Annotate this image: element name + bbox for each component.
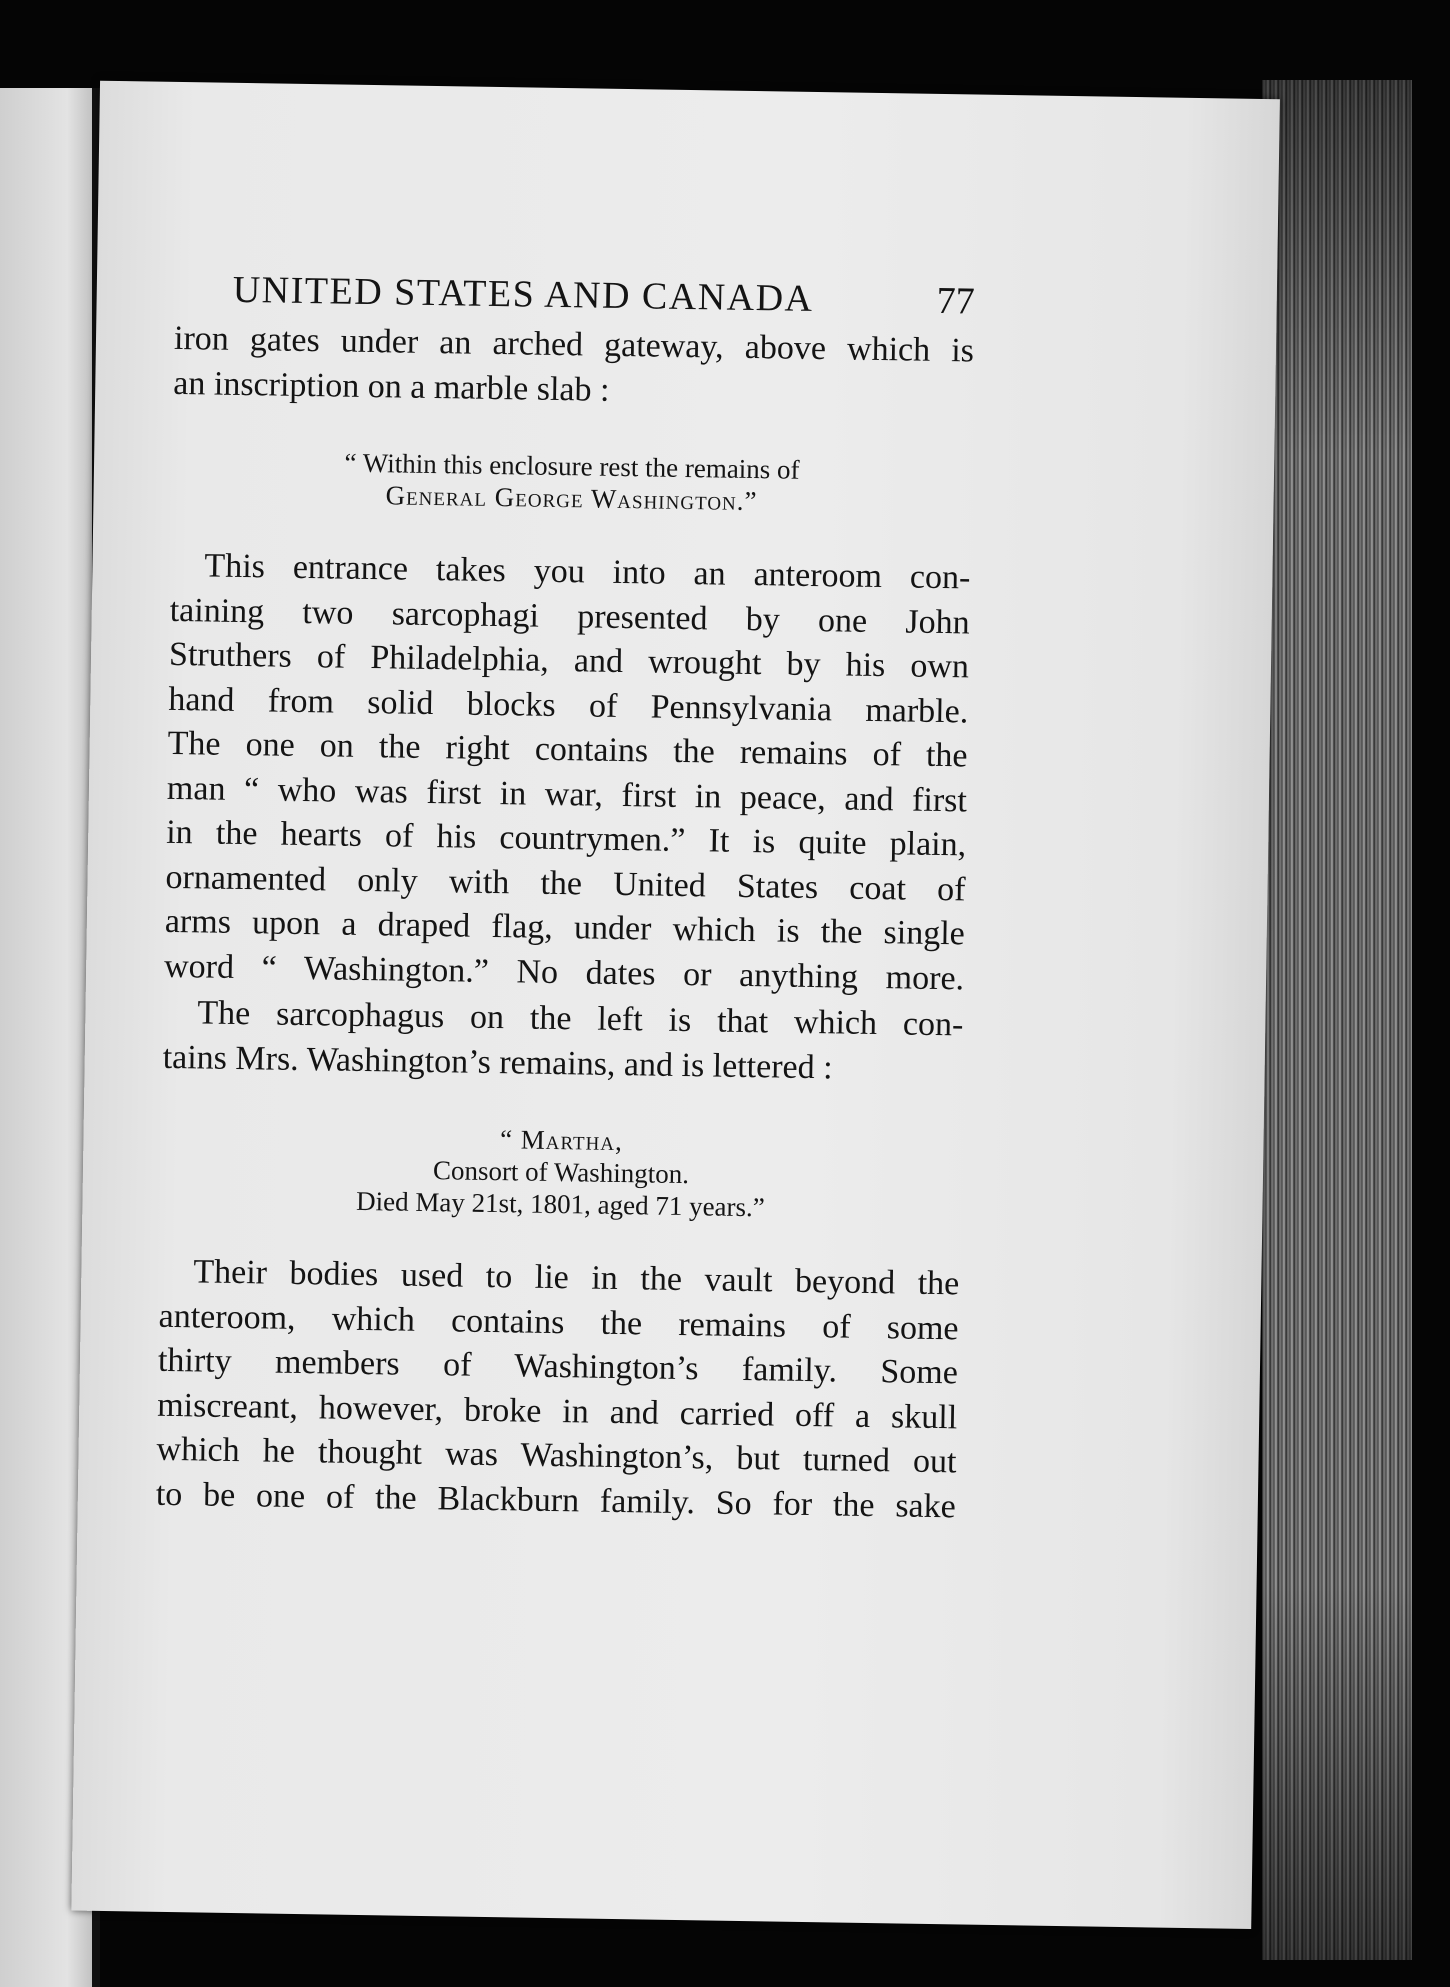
inscription-quote-1	[171, 444, 972, 521]
paragraph-3	[162, 991, 963, 1093]
inscription-quote-2	[160, 1118, 961, 1227]
text-line: The sarcophagus on the left is that which con-	[197, 994, 964, 1044]
text-line: tains Mrs. Washington’s remains, and is lettered :	[162, 1038, 833, 1086]
text-line: ornamented only with the United States coat of	[165, 858, 966, 908]
text-line: man “ who was first in war, first in peace, and first	[166, 769, 968, 819]
text-line: to be one of the Blackburn family. So for the sake	[155, 1475, 957, 1525]
text-line: The one on the right contains the remains of the	[167, 724, 968, 775]
text-line: Their bodies used to lie in the vault beyond the	[193, 1253, 960, 1303]
paragraph-2	[164, 544, 971, 1002]
page-number: 77	[936, 279, 976, 323]
text-line: taining two sarcophagi presented by one John	[169, 591, 970, 641]
paragraph-1	[173, 317, 974, 419]
quote-line: Consort of Washington.	[432, 1155, 690, 1190]
quote-line: General George Washington.”	[385, 480, 758, 517]
quote-line: “ Martha,	[499, 1124, 624, 1157]
paragraph-4	[156, 1250, 960, 1530]
text-line: which he thought was Washington’s, but turned out	[156, 1430, 957, 1481]
text-line: anteroom, which contains the remains of some	[158, 1297, 959, 1347]
text-line: word “ Washington.” No dates or anything more.	[163, 947, 965, 997]
text-line: in the hearts of his countrymen.” It is quite plain,	[165, 813, 967, 864]
text-line: Struthers of Philadelphia, and wrought by his own	[168, 635, 970, 686]
text-line: This entrance takes you into an anteroom con-	[204, 547, 971, 597]
text-line: thirty members of Washington’s family. Some	[157, 1341, 959, 1392]
text-line: arms upon a draped flag, under which is the single	[164, 902, 966, 953]
running-title: UNITED STATES AND CANADA	[232, 268, 814, 320]
text-line: an inscription on a marble slab :	[173, 364, 610, 409]
page-stack-edge	[1262, 80, 1412, 1960]
text-line: hand from solid blocks of Pennsylvania marble.	[168, 680, 969, 730]
running-header	[174, 267, 975, 324]
quote-line: Died May 21st, 1801, aged 71 years.”	[355, 1185, 766, 1223]
text-line: iron gates under an arched gateway, above which is	[173, 319, 975, 370]
page-text-block	[156, 267, 976, 1529]
text-line: miscreant, however, broke in and carried off a skull	[156, 1386, 958, 1436]
book-page	[71, 81, 1280, 1929]
quote-line: “ Within this enclosure rest the remains of	[344, 447, 800, 485]
